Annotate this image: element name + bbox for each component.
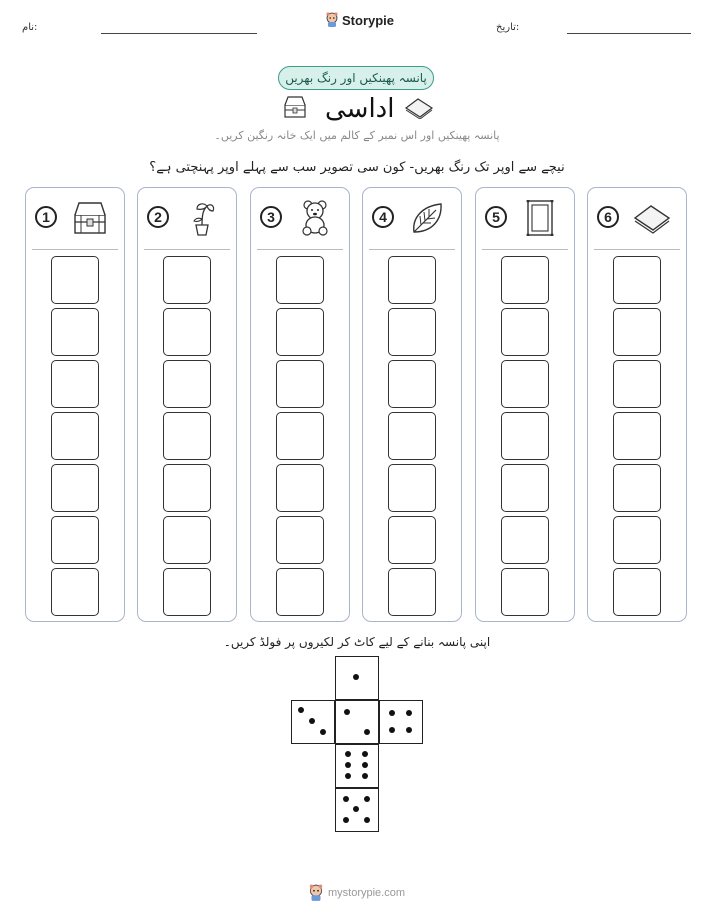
coloring-cell[interactable] (613, 464, 661, 512)
dice-face-2 (335, 700, 379, 744)
dice-face-1 (335, 656, 379, 700)
pip (362, 773, 368, 779)
coloring-cell[interactable] (501, 360, 549, 408)
dice-face-3 (291, 700, 335, 744)
pip (298, 707, 304, 713)
coloring-cell[interactable] (388, 412, 436, 460)
column-divider (32, 249, 118, 250)
column-number: 6 (597, 206, 619, 228)
column-5 (475, 187, 575, 622)
dice-face-4 (379, 700, 423, 744)
page-title: اداسی (325, 94, 395, 124)
pip (406, 710, 412, 716)
leaf-icon (408, 200, 446, 236)
column-6 (587, 187, 687, 622)
column-number: 5 (485, 206, 507, 228)
coloring-cell[interactable] (163, 308, 211, 356)
column-3 (250, 187, 350, 622)
pip (362, 762, 368, 768)
coloring-cell[interactable] (51, 308, 99, 356)
picture-frame-icon (521, 200, 559, 236)
coloring-cell[interactable] (501, 516, 549, 564)
storypie-mascot-icon (308, 884, 324, 902)
pip (345, 773, 351, 779)
column-divider (257, 249, 343, 250)
question-text: نیچے سے اوپر تک رنگ بھریں- کون سی تصویر سب سے پہلے اوپر پہنچتی ہے؟ (149, 160, 565, 175)
column-divider (369, 249, 455, 250)
activity-badge: پانسہ پھینکیں اور رنگ بھریں (278, 66, 434, 90)
pip (364, 817, 370, 823)
column-4 (362, 187, 462, 622)
coloring-cell[interactable] (51, 464, 99, 512)
coloring-cell[interactable] (501, 412, 549, 460)
pip (406, 727, 412, 733)
pip (389, 727, 395, 733)
teddy-bear-icon (296, 200, 334, 236)
coloring-cell[interactable] (613, 256, 661, 304)
coloring-cell[interactable] (51, 516, 99, 564)
pip (344, 709, 350, 715)
coloring-cell[interactable] (163, 256, 211, 304)
column-2 (137, 187, 237, 622)
brand-logo (325, 12, 394, 28)
coloring-cell[interactable] (501, 256, 549, 304)
coloring-cell[interactable] (501, 568, 549, 616)
wilted-flower-icon (183, 200, 221, 236)
pip (353, 806, 359, 812)
coloring-cell[interactable] (276, 308, 324, 356)
pip (345, 762, 351, 768)
coloring-cell[interactable] (388, 516, 436, 564)
coloring-cell[interactable] (163, 412, 211, 460)
coloring-cell[interactable] (51, 360, 99, 408)
footer-url[interactable]: mystorypie.com (328, 887, 406, 899)
pip (343, 817, 349, 823)
coloring-cell[interactable] (51, 412, 99, 460)
date-label: تاریخ: (496, 22, 520, 33)
name-line (101, 33, 257, 34)
coloring-cell[interactable] (51, 568, 99, 616)
pip (309, 718, 315, 724)
column-number: 4 (372, 206, 394, 228)
pip (362, 751, 368, 757)
coloring-cell[interactable] (388, 308, 436, 356)
column-1 (25, 187, 125, 622)
coloring-cell[interactable] (51, 256, 99, 304)
folded-cloth-icon (404, 97, 434, 119)
coloring-cell[interactable] (163, 360, 211, 408)
treasure-chest-icon (282, 95, 308, 119)
pip (364, 796, 370, 802)
name-label: نام: (22, 22, 38, 33)
coloring-cell[interactable] (388, 360, 436, 408)
pip (364, 729, 370, 735)
coloring-cell[interactable] (163, 464, 211, 512)
pip (343, 796, 349, 802)
coloring-cell[interactable] (163, 568, 211, 616)
coloring-cell[interactable] (613, 412, 661, 460)
coloring-cell[interactable] (276, 412, 324, 460)
coloring-cell[interactable] (388, 568, 436, 616)
dice-face-6 (335, 744, 379, 788)
storypie-mascot-icon (325, 12, 339, 28)
cut-fold-instruction: اپنی پانسہ بنانے کے لیے کاٹ کر لکیروں پر فولڈ کریں۔ (223, 635, 491, 649)
coloring-cell[interactable] (276, 464, 324, 512)
date-line (567, 33, 691, 34)
coloring-cell[interactable] (613, 568, 661, 616)
column-divider (594, 249, 680, 250)
coloring-cell[interactable] (276, 568, 324, 616)
treasure-chest-icon (71, 200, 109, 236)
coloring-cell[interactable] (276, 516, 324, 564)
column-number: 2 (147, 206, 169, 228)
instructions-subtitle: پانسہ پھینکیں اور اس نمبر کے کالم میں ایک خانہ رنگین کریں۔ (214, 129, 500, 142)
column-divider (144, 249, 230, 250)
pip (320, 729, 326, 735)
column-divider (482, 249, 568, 250)
coloring-cell[interactable] (388, 256, 436, 304)
coloring-cell[interactable] (388, 464, 436, 512)
coloring-cell[interactable] (501, 464, 549, 512)
footer (308, 884, 405, 902)
brand-name: Storypie (342, 12, 395, 28)
coloring-cell[interactable] (276, 360, 324, 408)
pip (389, 710, 395, 716)
pip (353, 674, 359, 680)
dice-face-5 (335, 788, 379, 832)
column-number: 1 (35, 206, 57, 228)
pip (345, 751, 351, 757)
coloring-cell[interactable] (276, 256, 324, 304)
coloring-cell[interactable] (501, 308, 549, 356)
coloring-cell[interactable] (613, 516, 661, 564)
coloring-cell[interactable] (163, 516, 211, 564)
coloring-cell[interactable] (613, 360, 661, 408)
folded-cloth-icon (633, 200, 671, 236)
column-number: 3 (260, 206, 282, 228)
coloring-cell[interactable] (613, 308, 661, 356)
